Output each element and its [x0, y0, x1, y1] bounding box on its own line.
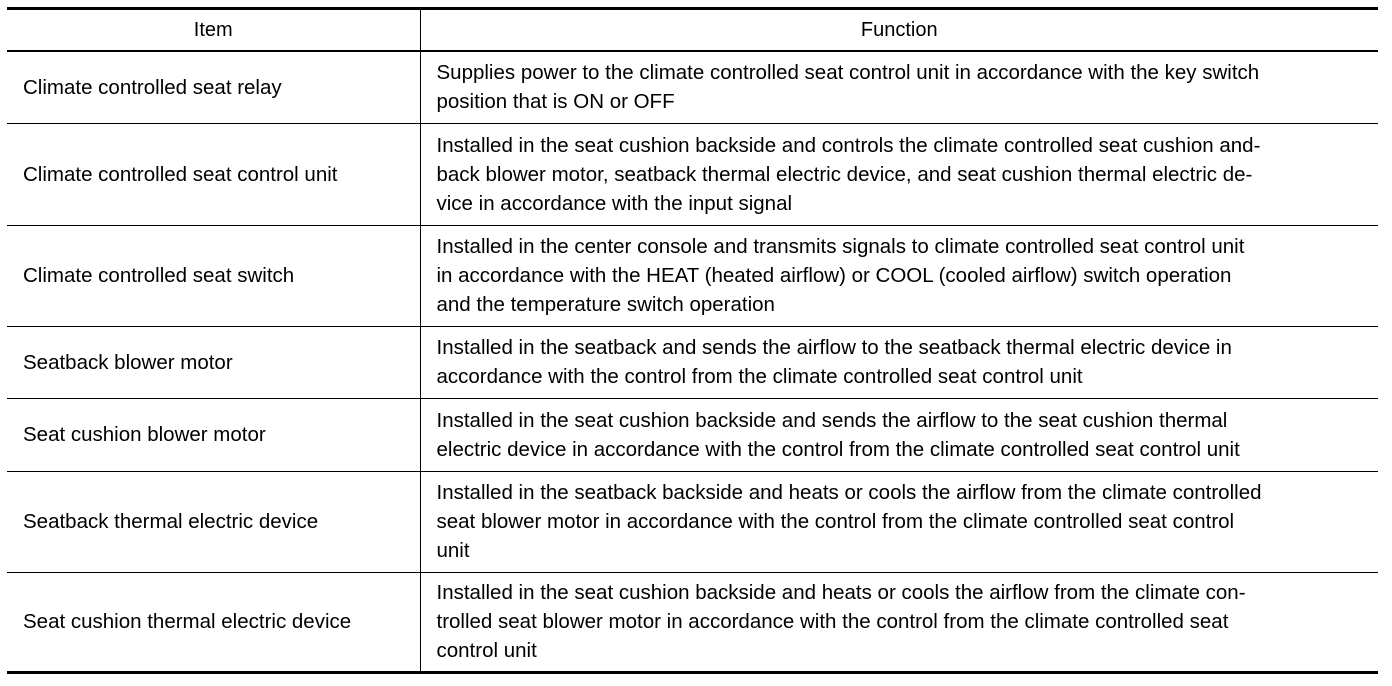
function-line: Installed in the seat cushion backside and sends the airflow to the seat cushion thermal	[436, 408, 1228, 432]
table-row	[7, 572, 1378, 672]
function-cell	[420, 225, 1378, 326]
function-line: Installed in the seatback backside and heats or cools the airflow from the climate controlled	[436, 481, 1262, 504]
function-line: Installed in the center console and transmits signals to climate controlled seat control unit	[436, 235, 1245, 258]
function-line: trolled seat blower motor in accordance with the control from the climate controlled seat	[436, 610, 1229, 633]
item-cell: Climate controlled seat control unit	[7, 123, 420, 225]
item-cell: Climate controlled seat relay	[7, 51, 420, 123]
function-line: electric device in accordance with the control from the climate controlled seat control unit	[436, 437, 1240, 461]
function-line: control unit	[436, 639, 537, 662]
function-cell	[420, 398, 1378, 471]
item-cell: Seat cushion thermal electric device	[7, 572, 420, 672]
function-cell	[420, 471, 1378, 572]
function-line: Installed in the seat cushion backside and controls the climate controlled seat cushion and-	[436, 133, 1261, 157]
function-line: seat blower motor in accordance with the control from the climate controlled seat control	[436, 510, 1235, 533]
function-cell	[420, 51, 1378, 123]
table-row	[7, 225, 1378, 326]
table-header-row	[7, 9, 1378, 52]
function-cell	[420, 123, 1378, 225]
item-cell: Seatback thermal electric device	[7, 471, 420, 572]
table-row	[7, 123, 1378, 225]
function-cell	[420, 326, 1378, 398]
function-line: Supplies power to the climate controlled seat control unit in accordance with the key switch	[436, 61, 1260, 85]
function-line: vice in accordance with the input signal	[436, 191, 793, 215]
function-cell	[420, 572, 1378, 672]
item-column-header: Item	[7, 9, 420, 52]
table-row	[7, 51, 1378, 123]
function-line: unit	[436, 539, 470, 562]
table-row	[7, 326, 1378, 398]
function-line: Installed in the seatback and sends the airflow to the seatback thermal electric device in	[436, 336, 1232, 359]
function-line: in accordance with the HEAT (heated airflow) or COOL (cooled airflow) switch operation	[436, 264, 1232, 287]
item-cell: Seatback blower motor	[7, 326, 420, 398]
function-line: and the temperature switch operation	[436, 293, 775, 316]
function-line: position that is ON or OFF	[436, 90, 675, 114]
component-function-table	[7, 7, 1378, 674]
function-line: Installed in the seat cushion backside and heats or cools the airflow from the climate con-	[436, 581, 1246, 604]
item-cell: Seat cushion blower motor	[7, 398, 420, 471]
table-row	[7, 398, 1378, 471]
function-column-header: Function	[420, 9, 1378, 52]
table-row	[7, 471, 1378, 572]
function-line: accordance with the control from the climate controlled seat control unit	[436, 365, 1083, 388]
item-cell: Climate controlled seat switch	[7, 225, 420, 326]
function-line: back blower motor, seatback thermal electric device, and seat cushion thermal electric de-	[436, 162, 1253, 186]
